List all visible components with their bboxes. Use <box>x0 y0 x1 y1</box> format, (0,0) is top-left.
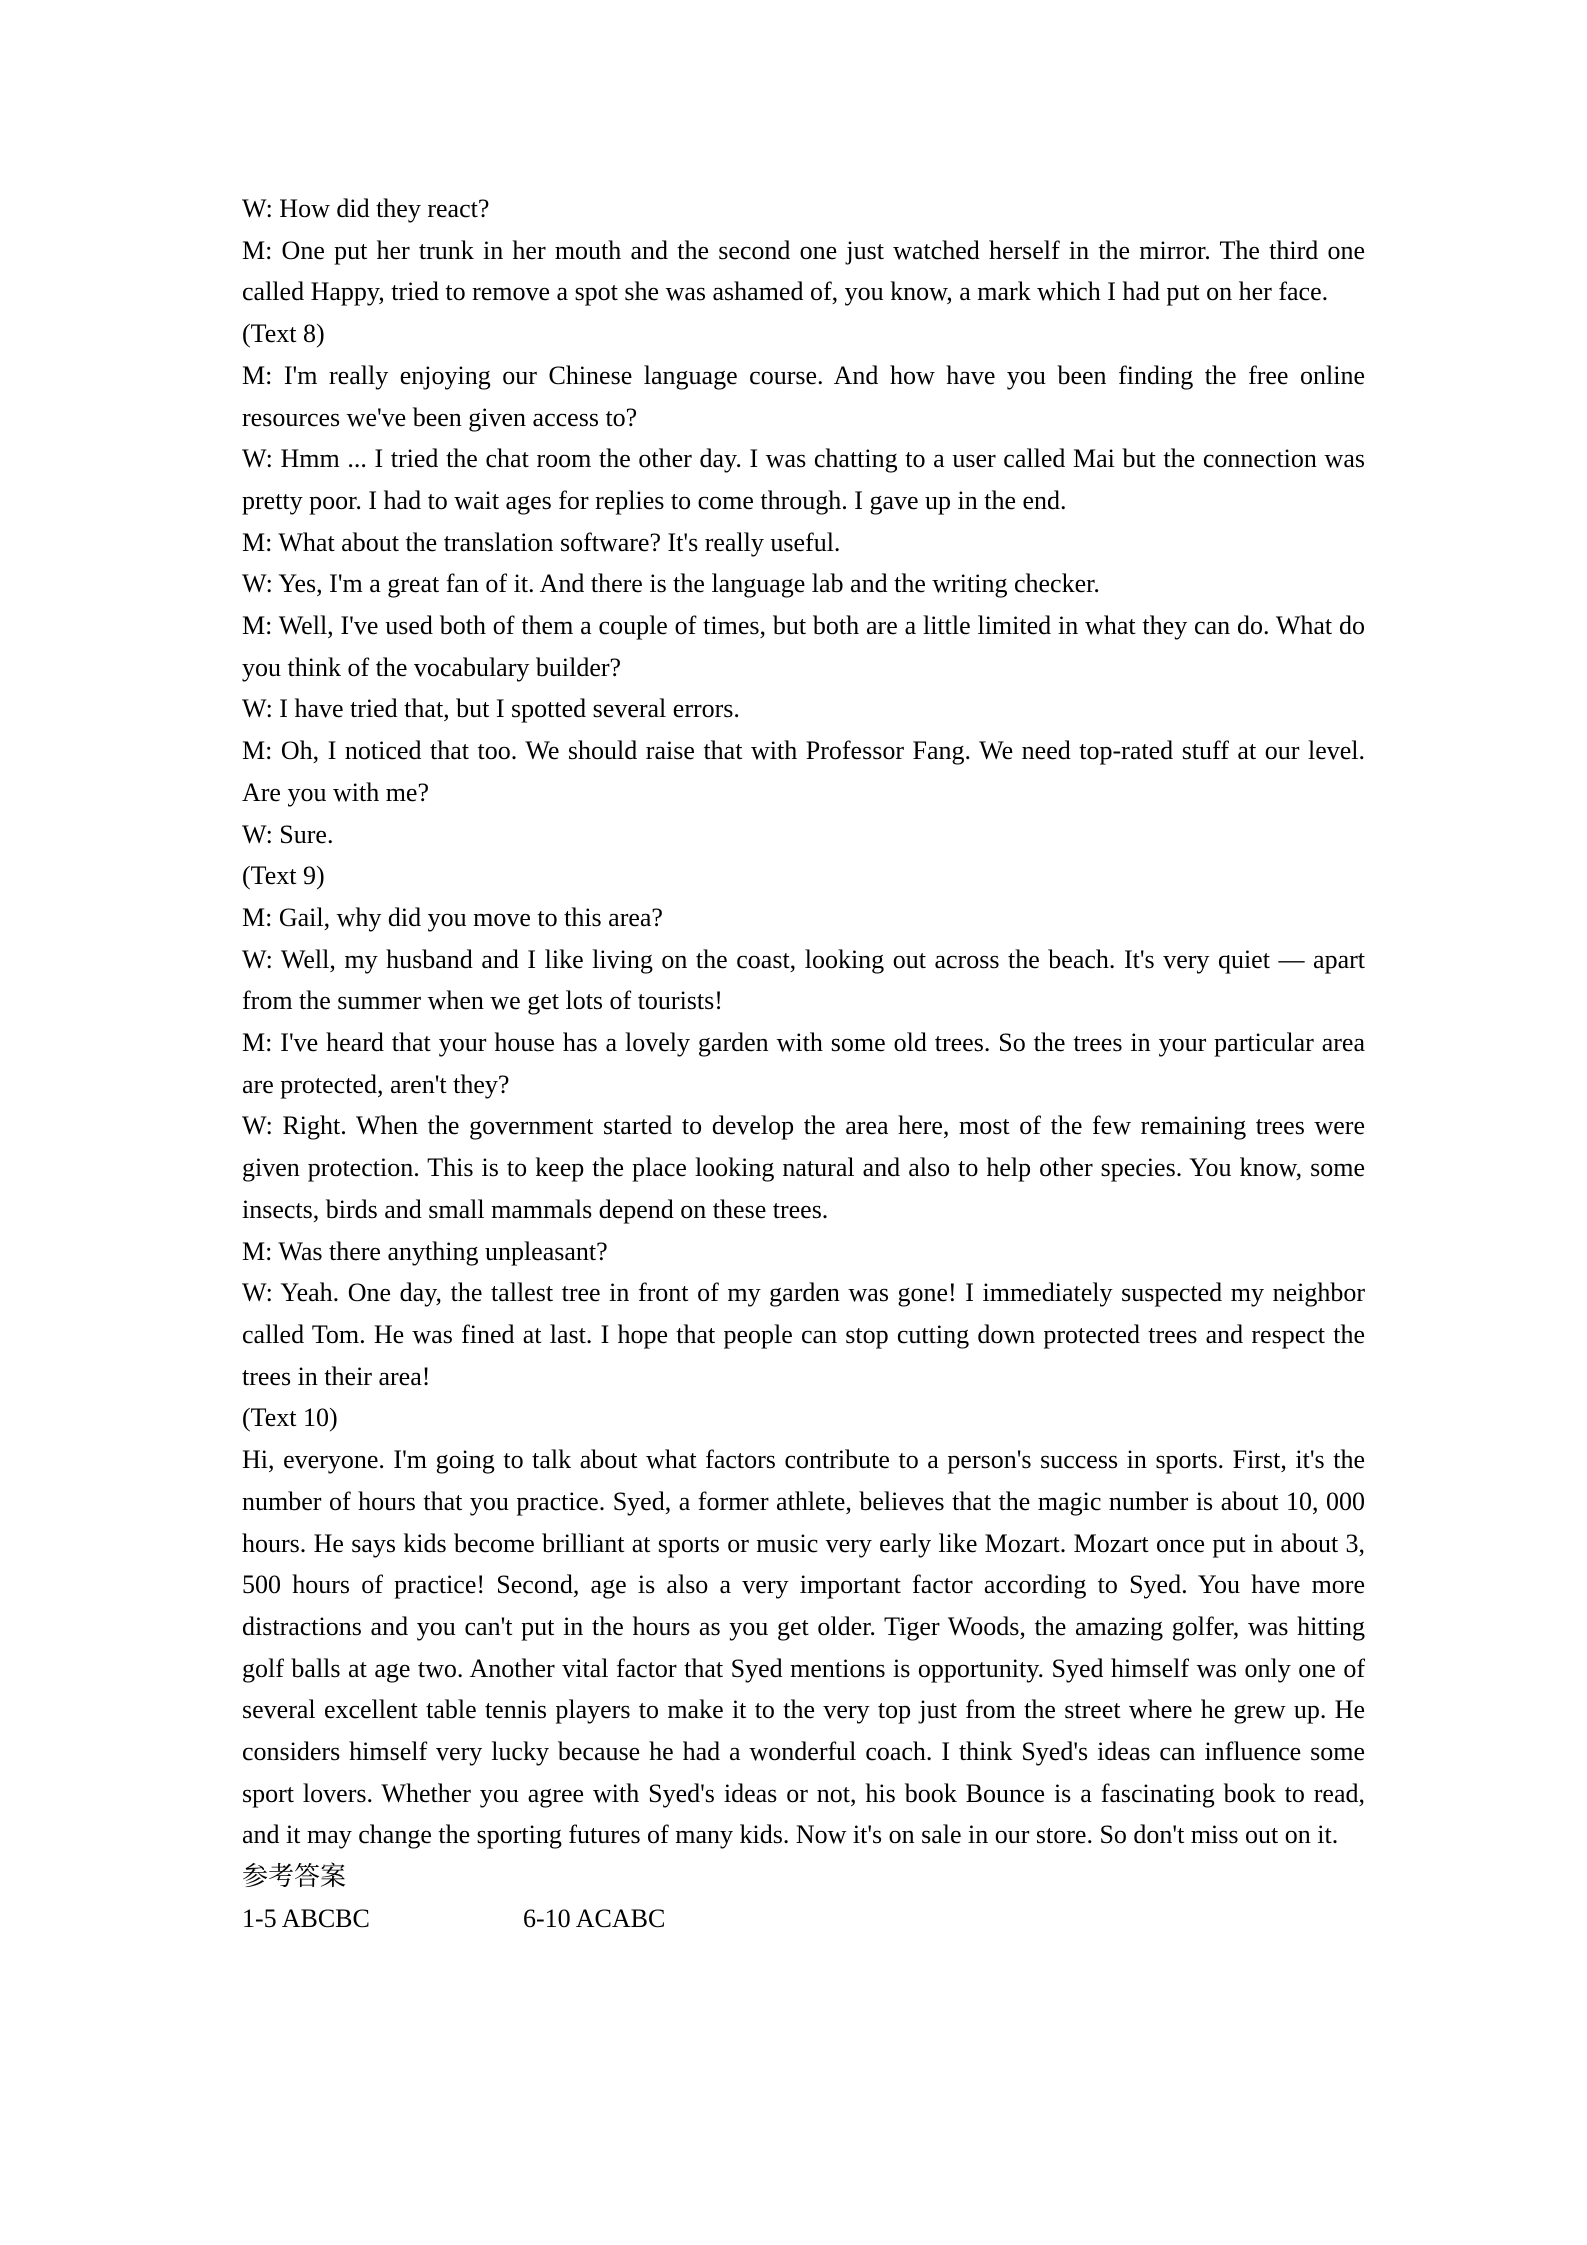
transcript-line: W: How did they react? <box>242 194 490 223</box>
transcript-line: W: Well, my husband and I like living on the coast, looking out across the beach. It's very quiet — apart from the summer when we get lots of tourists! <box>242 944 1365 1016</box>
transcript-line: W: I have tried that, but I spotted several errors. <box>242 694 740 724</box>
transcript-line: M: Well, I've used both of them a couple of times, but both are a little limited in what they can do. What do you think of the vocabulary builder? <box>242 611 1365 682</box>
transcript-line: M: What about the translation software? It's really useful. <box>242 527 841 557</box>
transcript-body <box>242 188 1365 1940</box>
text-section-label: (Text 8) <box>242 319 325 349</box>
answer-key-heading: 参考答案 <box>242 1862 347 1892</box>
transcript-line: M: I've heard that your house has a lovely garden with some old trees. So the trees in your particular area are protected, aren't they? <box>242 1028 1365 1099</box>
transcript-line: M: One put her trunk in her mouth and the second one just watched herself in the mirror. The third one called Happy, tried to remove a spot she was ashamed of, you know, a mark which I had put on her face. <box>242 235 1365 307</box>
answer-key-row <box>242 1898 1365 1940</box>
answer-range-1-5: 1-5 ABCBC <box>242 1903 370 1933</box>
transcript-line: M: Gail, why did you move to this area? <box>242 902 663 932</box>
transcript-line: W: Yeah. One day, the tallest tree in front of my garden was gone! I immediately suspected my neighbor called Tom. He was fined at last. I hope that people can stop cutting down protected trees and respect the trees in their area! <box>242 1278 1365 1391</box>
transcript-line: M: Oh, I noticed that too. We should raise that with Professor Fang. We need top-rated stuff at our level. Are you with me? <box>242 736 1365 807</box>
transcript-line: W: Sure. <box>242 819 334 849</box>
text-section-label: (Text 10) <box>242 1403 338 1433</box>
transcript-line: W: Right. When the government started to develop the area here, most of the few remaining trees were given protection. This is to keep the place looking natural and also to help other species. You know, some insects, birds and small mammals depend on these trees. <box>242 1111 1365 1224</box>
transcript-monologue: Hi, everyone. I'm going to talk about what factors contribute to a person's success in sports. First, it's the number of hours that you practice. Syed, a former athlete, believes that the magic number is about 10, 000 hours. He says kids become brilliant at sports or music very early like Mozart. Mozart once put in about 3, 500 hours of practice! Second, age is also a very important factor according to Syed. You have more distractions and you can't put in the hours as you get older. Tiger Woods, the amazing golfer, was hitting golf balls at age two. Another vital factor that Syed mentions is opportunity. Syed himself was only one of several excellent table tennis players to make it to the very top just from the street where he grew up. He considers himself very lucky because he had a wonderful coach. I think Syed's ideas can influence some sport lovers. Whether you agree with Syed's ideas or not, his book Bounce is a fascinating book to read, and it may change the sporting futures of many kids. Now it's on sale in our store. So don't miss out on it. <box>242 1445 1365 1850</box>
answer-range-6-10: 6-10 ACABC <box>523 1903 666 1933</box>
transcript-line: W: Yes, I'm a great fan of it. And there is the language lab and the writing checker. <box>242 569 1100 599</box>
transcript-line: M: I'm really enjoying our Chinese language course. And how have you been finding the free online resources we've been given access to? <box>242 360 1365 432</box>
transcript-line: M: Was there anything unpleasant? <box>242 1236 608 1266</box>
transcript-line: W: Hmm ... I tried the chat room the other day. I was chatting to a user called Mai but the connection was pretty poor. I had to wait ages for replies to come through. I gave up in the end. <box>242 444 1365 515</box>
text-section-label: (Text 9) <box>242 861 325 891</box>
